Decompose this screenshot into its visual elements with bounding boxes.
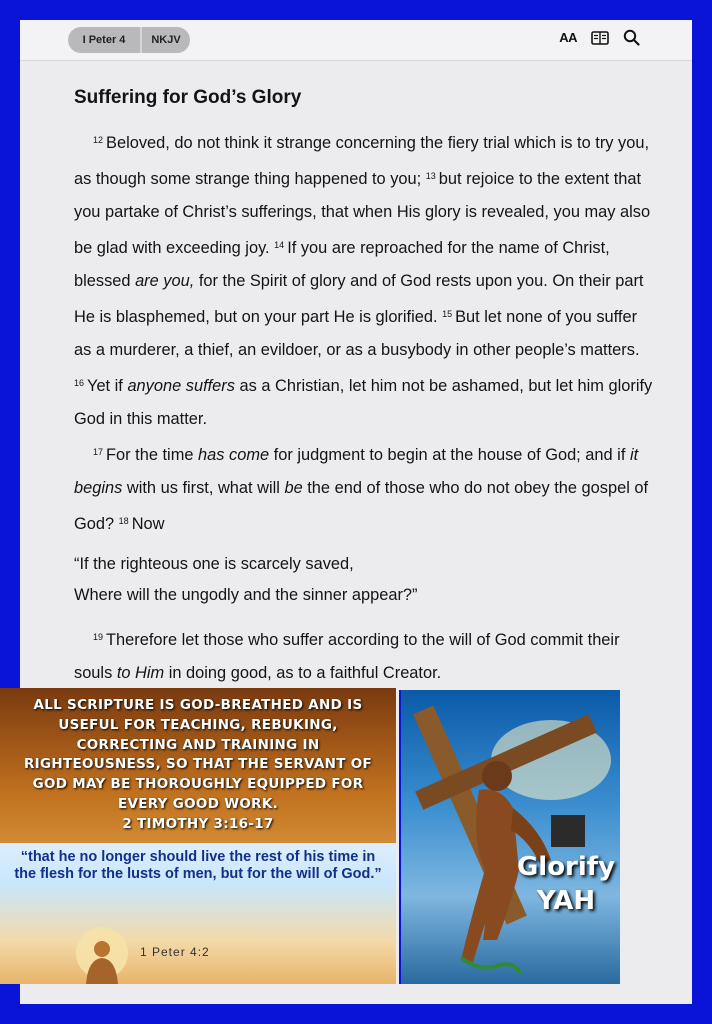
- verse-text: If you are reproached for the name of Christ, blessed: [74, 239, 610, 290]
- verse-number: 13: [425, 171, 436, 181]
- yah-word: YAH: [536, 886, 596, 916]
- poetry-quote: [74, 549, 654, 611]
- verse-text-italic: it begins: [74, 446, 639, 497]
- verse-text-italic: anyone suffers: [127, 377, 235, 395]
- glorify-yah-caption: [511, 850, 620, 918]
- verse-number: 18: [118, 516, 129, 526]
- verse-text: for the Spirit of glory and of God rests upon you. On their part He is blasphemed, but on your part He is glorified.: [74, 272, 644, 326]
- verse-text-italic: be: [284, 479, 303, 497]
- peter-quote-reference: 1 Peter 4:2: [140, 945, 210, 959]
- toolbar-actions: [559, 29, 640, 46]
- verse-text-italic: are you,: [135, 272, 195, 290]
- paragraph-verses-12-16: [74, 124, 654, 436]
- paragraph-verses-17-18: [74, 436, 654, 541]
- cross-bearer-illustration: [401, 690, 620, 984]
- version-button[interactable]: NKJV: [140, 27, 190, 53]
- parallel-book-icon[interactable]: [591, 31, 609, 45]
- verse-text: as a Christian, let him not be ashamed, but let him glorify God in this matter.: [74, 377, 653, 428]
- cross-bearer-graphic: [399, 690, 620, 984]
- timothy-quote-text: ALL SCRIPTURE IS GOD-BREATHED AND IS USEFUL FOR TEACHING, REBUKING, CORRECTING AND TRAINING IN RIGHTEOUSNESS, SO THAT THE SERVANT OF GOD MAY BE THOROUGHLY EQUIPPED FOR EVERY GOOD WORK.: [23, 697, 373, 812]
- verse-text: But let none of you suffer as a murderer, a thief, an evildoer, or as a busybody in other people’s matters.: [74, 308, 640, 359]
- verse-number: 16: [74, 378, 85, 388]
- verse-number: 12: [93, 135, 104, 145]
- timothy-quote: [8, 696, 388, 835]
- verse-text: Beloved, do not think it strange concerning the fiery trial which is to try you, as though some strange thing happened to you;: [74, 134, 650, 188]
- verse-text: Yet if: [87, 377, 123, 395]
- scripture-graphic-left: [0, 688, 396, 984]
- verse-text: Now: [131, 515, 165, 533]
- text-size-icon[interactable]: AA: [559, 30, 577, 45]
- praying-figure-silhouette: [72, 925, 132, 984]
- verse-text-italic: has come: [198, 446, 270, 464]
- verse-number: 14: [274, 240, 285, 250]
- reader-toolbar: [20, 20, 692, 61]
- verse-text: but rejoice to the extent that you partake of Christ’s sufferings, that when His glory is revealed, you may also be glad with exceeding joy.: [74, 170, 651, 257]
- verse-text: Therefore let those who suffer according to the will of God commit their souls: [74, 631, 620, 682]
- verse-number: 19: [93, 632, 104, 642]
- timothy-quote-reference: 2 TIMOTHY 3:16-17: [122, 815, 274, 832]
- verse-text: for judgment to begin at the house of God; and if: [273, 446, 626, 464]
- scripture-content: [74, 84, 654, 690]
- verse-text: in doing good, as to a faithful Creator.: [168, 664, 442, 682]
- verse-text: with us first, what will: [126, 479, 280, 497]
- verse-text: the end of those who do not obey the gospel of God?: [74, 479, 649, 533]
- poetry-line: Where will the ungodly and the sinner appear?”: [74, 586, 418, 604]
- poetry-line: “If the righteous one is scarcely saved,: [74, 555, 354, 573]
- glorify-word: Glorify: [516, 852, 616, 882]
- verse-text: For the time: [106, 446, 194, 464]
- verse-number: 17: [93, 447, 104, 457]
- paragraph-verse-19: [74, 621, 654, 690]
- peter-quote-banner: [0, 843, 396, 984]
- search-icon[interactable]: [623, 29, 640, 46]
- verse-number: 15: [442, 309, 453, 319]
- passage-selector: [68, 27, 190, 53]
- peter-quote-text: “that he no longer should live the rest of his time in the flesh for the lusts of men, but for the will of God.”: [14, 849, 382, 882]
- verse-text-italic: to Him: [116, 664, 165, 682]
- section-heading: Suffering for God’s Glory: [74, 87, 302, 108]
- book-chapter-button[interactable]: I Peter 4: [82, 34, 126, 46]
